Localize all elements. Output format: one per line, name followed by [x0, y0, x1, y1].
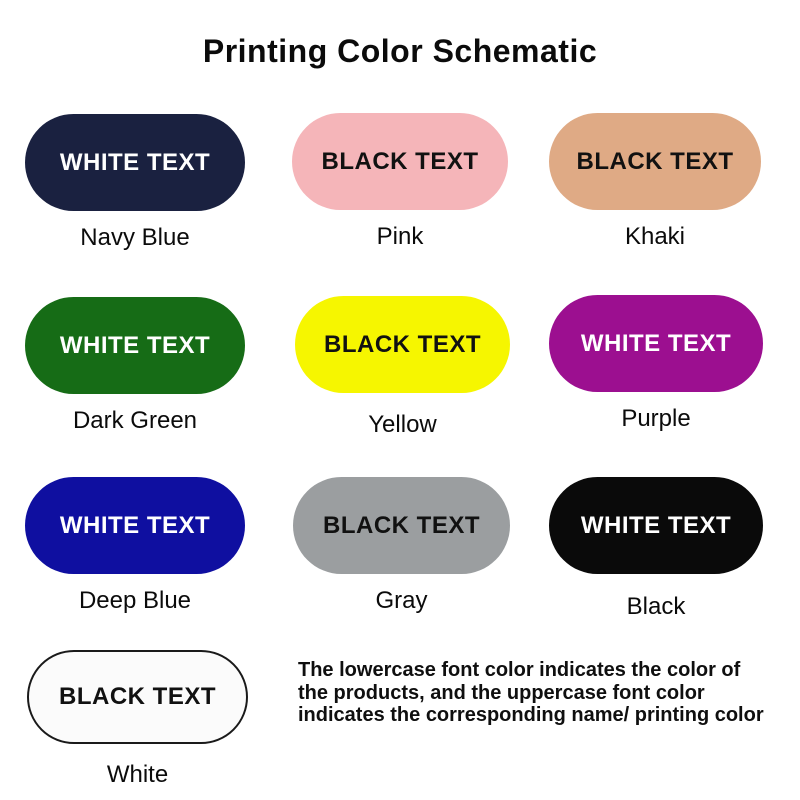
color-pill-gray: [293, 477, 510, 574]
swatch-black: [549, 477, 763, 621]
color-name-label: Yellow: [368, 411, 437, 438]
color-name-label: Gray: [375, 587, 428, 614]
pill-uppercase-text: BLACK TEXT: [576, 147, 734, 175]
color-name-label: Khaki: [624, 223, 686, 250]
color-pill-yellow: [295, 296, 510, 393]
color-pill-khaki: [549, 113, 761, 210]
swatch-white: [27, 650, 248, 789]
color-name-label: Deep Blue: [78, 587, 192, 614]
color-pill-black: [549, 477, 763, 574]
pill-uppercase-text: BLACK TEXT: [323, 511, 480, 539]
pill-uppercase-text: WHITE TEXT: [59, 511, 211, 539]
pill-uppercase-text: BLACK TEXT: [59, 683, 216, 710]
swatch-yellow: [295, 296, 510, 439]
color-name-label: Dark Green: [72, 407, 198, 434]
swatch-pink: [292, 113, 508, 251]
color-name-label: White: [106, 761, 169, 788]
color-pill-purple: [549, 295, 763, 392]
color-name-label: Purple: [621, 405, 691, 432]
color-pill-pink: [292, 113, 508, 210]
color-name-label: Navy Blue: [80, 224, 190, 251]
color-pill-dark-green: [25, 297, 245, 394]
pill-uppercase-text: WHITE TEXT: [580, 511, 732, 539]
swatch-deep-blue: [25, 477, 245, 615]
pill-uppercase-text: WHITE TEXT: [59, 148, 211, 176]
swatch-navy-blue: [25, 114, 245, 252]
color-name-label: Black: [626, 593, 686, 620]
swatch-gray: [293, 477, 510, 615]
swatch-khaki: [549, 113, 761, 251]
legend-note-line: the products, and the uppercase font color: [298, 681, 705, 704]
color-name-label: Pink: [376, 223, 424, 250]
legend-note: [298, 659, 764, 727]
pill-uppercase-text: WHITE TEXT: [59, 331, 211, 359]
color-pill-white: [27, 650, 248, 744]
pill-uppercase-text: WHITE TEXT: [580, 329, 732, 357]
legend-note-line: The lowercase font color indicates the color of: [298, 659, 741, 681]
color-pill-deep-blue: [25, 477, 245, 574]
page-title: Printing Color Schematic: [202, 33, 598, 69]
swatch-dark-green: [25, 297, 245, 435]
legend-note-line: indicates the corresponding name/ printing color: [298, 704, 764, 726]
color-pill-navy-blue: [25, 114, 245, 211]
pill-uppercase-text: BLACK TEXT: [321, 147, 479, 175]
swatch-purple: [549, 295, 763, 433]
pill-uppercase-text: BLACK TEXT: [324, 330, 481, 358]
